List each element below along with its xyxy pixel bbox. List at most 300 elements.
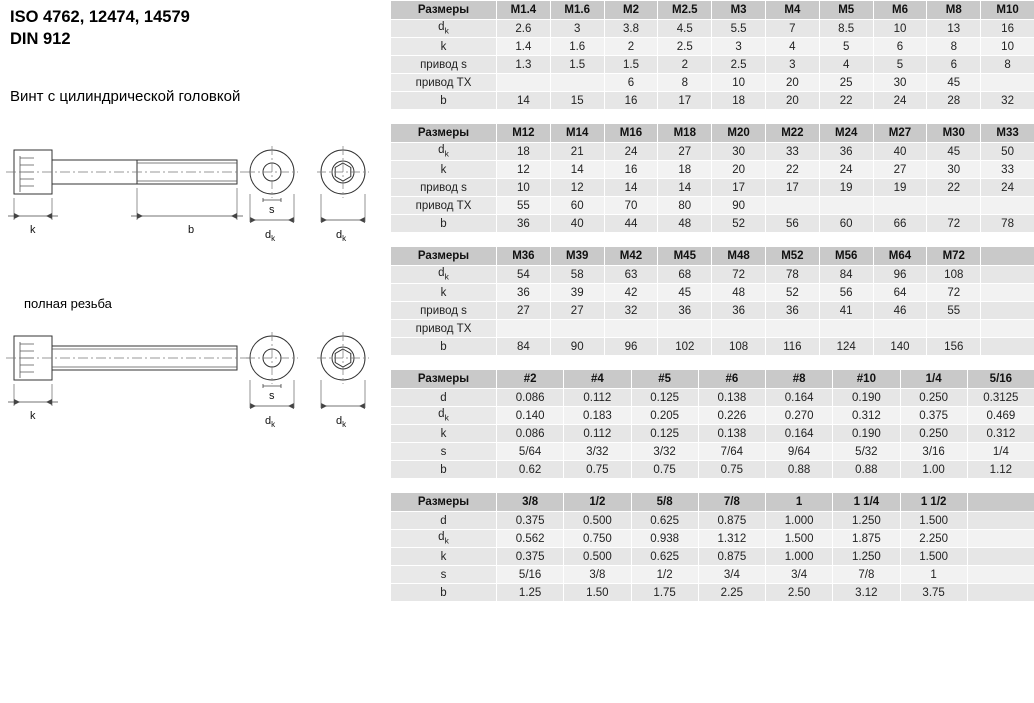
table-header-size: 1 1/4: [833, 493, 900, 512]
table-header-size: M36: [497, 247, 551, 266]
table-cell: 15: [550, 92, 604, 110]
table-row: [391, 338, 1034, 356]
table-cell: 24: [873, 92, 927, 110]
table-cell: 52: [765, 284, 819, 302]
table-cell: [873, 320, 927, 338]
table-header-size: M39: [550, 247, 604, 266]
table-cell: 40: [550, 215, 604, 233]
table-cell: 16: [604, 92, 658, 110]
table-cell: 0.270: [766, 407, 833, 425]
table-cell: 1.5: [604, 56, 658, 74]
table-row-label: привод TX: [391, 197, 497, 215]
table-cell: 12: [550, 179, 604, 197]
table-cell: 90: [712, 197, 766, 215]
table-cell: 7: [765, 20, 819, 38]
table-row: [391, 161, 1034, 179]
table-header-size: M20: [712, 124, 766, 143]
table-header-size: M33: [981, 124, 1034, 143]
dimension-table: [390, 0, 1034, 110]
page-title-line-2: DIN 912: [10, 30, 71, 49]
table-cell: 3.12: [833, 584, 900, 602]
table-row: [391, 197, 1034, 215]
table-cell: 1.25: [497, 584, 564, 602]
table-row-label: k: [391, 161, 497, 179]
table-cell: 0.138: [698, 425, 765, 443]
table-cell: [550, 74, 604, 92]
table-row-label: k: [391, 284, 497, 302]
table-cell: 0.205: [631, 407, 698, 425]
table-cell: 60: [819, 215, 873, 233]
table-cell: 36: [658, 302, 712, 320]
table-cell: 0.562: [497, 530, 564, 548]
table-cell: 3.8: [604, 20, 658, 38]
table-cell: 3/32: [564, 443, 631, 461]
table-row: [391, 266, 1034, 284]
table-header-dimensions: Размеры: [391, 247, 497, 266]
table-header-size: M3: [712, 1, 766, 20]
table-cell: 39: [550, 284, 604, 302]
table-cell: 0.164: [766, 389, 833, 407]
table-header-size: M18: [658, 124, 712, 143]
table-header-size: M42: [604, 247, 658, 266]
table-cell: 0.375: [497, 548, 564, 566]
table-cell: 3: [765, 56, 819, 74]
table-cell: 0.312: [833, 407, 900, 425]
table-cell: 30: [927, 161, 981, 179]
table-cell: 5/16: [497, 566, 564, 584]
table-cell: 4: [819, 56, 873, 74]
dimension-table-block: [390, 123, 1034, 233]
table-cell: 24: [819, 161, 873, 179]
table-cell: 16: [604, 161, 658, 179]
table-cell: 0.938: [631, 530, 698, 548]
table-cell: 0.75: [698, 461, 765, 479]
table-row: [391, 566, 1034, 584]
table-cell: 45: [658, 284, 712, 302]
table-header-size: M6: [873, 1, 927, 20]
table-row: [391, 92, 1034, 110]
table-cell: 27: [550, 302, 604, 320]
table-cell: 60: [550, 197, 604, 215]
table-header-size: M14: [550, 124, 604, 143]
table-cell: 1.6: [550, 38, 604, 56]
table-cell: [967, 530, 1034, 548]
table-header-size: M24: [819, 124, 873, 143]
table-cell: 1.00: [900, 461, 967, 479]
table-cell: 10: [873, 20, 927, 38]
svg-text:b: b: [188, 224, 195, 236]
table-header-size: 5/8: [631, 493, 698, 512]
table-cell: 56: [765, 215, 819, 233]
table-cell: 36: [765, 302, 819, 320]
table-cell: 2.50: [766, 584, 833, 602]
table-row-label: d: [391, 512, 497, 530]
table-cell: [497, 74, 551, 92]
table-row: [391, 74, 1034, 92]
table-cell: 8: [927, 38, 981, 56]
table-row-label: $d_k$: [391, 143, 497, 161]
table-cell: 0.625: [631, 512, 698, 530]
table-cell: 70: [604, 197, 658, 215]
table-cell: 0.375: [497, 512, 564, 530]
table-cell: 6: [604, 74, 658, 92]
table-cell: 78: [765, 266, 819, 284]
table-cell: 6: [873, 38, 927, 56]
table-header-row: [391, 124, 1034, 143]
table-cell: 1.500: [900, 512, 967, 530]
table-header-size: [981, 247, 1034, 266]
table-cell: 156: [927, 338, 981, 356]
table-cell: 24: [604, 143, 658, 161]
table-row: [391, 407, 1034, 425]
screw-drawing-partial-thread: [0, 132, 390, 272]
table-cell: [981, 320, 1034, 338]
table-cell: 1.000: [766, 548, 833, 566]
table-cell: 90: [550, 338, 604, 356]
table-cell: 1.500: [766, 530, 833, 548]
table-cell: [967, 512, 1034, 530]
table-row: [391, 320, 1034, 338]
table-header-size: M2: [604, 1, 658, 20]
table-cell: 0.750: [564, 530, 631, 548]
table-cell: [604, 320, 658, 338]
table-cell: 21: [550, 143, 604, 161]
table-row-label: $d_k$: [391, 266, 497, 284]
table-cell: 0.086: [497, 389, 564, 407]
table-header-size: M1.6: [550, 1, 604, 20]
table-header-size: M16: [604, 124, 658, 143]
table-cell: [981, 338, 1034, 356]
table-row-label: s: [391, 566, 497, 584]
table-cell: 78: [981, 215, 1034, 233]
table-cell: 10: [981, 38, 1034, 56]
table-header-size: #8: [766, 370, 833, 389]
table-cell: 84: [819, 266, 873, 284]
table-cell: 1.75: [631, 584, 698, 602]
table-cell: 8: [981, 56, 1034, 74]
table-cell: 3/32: [631, 443, 698, 461]
table-header-size: 3/8: [497, 493, 564, 512]
table-cell: 116: [765, 338, 819, 356]
table-cell: 0.138: [698, 389, 765, 407]
table-cell: [927, 320, 981, 338]
svg-text:s: s: [269, 204, 275, 216]
table-cell: 17: [765, 179, 819, 197]
table-cell: 108: [927, 266, 981, 284]
table-cell: 0.190: [833, 389, 900, 407]
table-cell: 33: [765, 143, 819, 161]
table-cell: 3: [712, 38, 766, 56]
svg-text:dk: $d_k$: [336, 229, 347, 243]
table-cell: [819, 320, 873, 338]
table-cell: 0.190: [833, 425, 900, 443]
table-header-size: M52: [765, 247, 819, 266]
table-header-size: M2.5: [658, 1, 712, 20]
table-row: [391, 179, 1034, 197]
table-row-label: привод s: [391, 56, 497, 74]
table-row: [391, 425, 1034, 443]
table-cell: 7/8: [833, 566, 900, 584]
table-row-label: $d_k$: [391, 20, 497, 38]
table-cell: 0.75: [564, 461, 631, 479]
table-header-size: 1/4: [900, 370, 967, 389]
table-cell: 1/4: [967, 443, 1034, 461]
table-row-label: k: [391, 548, 497, 566]
table-cell: [712, 320, 766, 338]
table-cell: 9/64: [766, 443, 833, 461]
table-cell: 1: [900, 566, 967, 584]
table-cell: 2.250: [900, 530, 967, 548]
table-cell: 32: [604, 302, 658, 320]
table-row-label: k: [391, 425, 497, 443]
table-cell: 0.62: [497, 461, 564, 479]
svg-text:dk: $d_k$: [265, 229, 276, 243]
table-cell: 30: [873, 74, 927, 92]
table-header-size: 1/2: [564, 493, 631, 512]
table-cell: 17: [712, 179, 766, 197]
table-header-size: 7/8: [698, 493, 765, 512]
table-row: [391, 143, 1034, 161]
table-cell: 0.312: [967, 425, 1034, 443]
table-row-label: b: [391, 338, 497, 356]
table-cell: 36: [712, 302, 766, 320]
table-cell: 0.500: [564, 512, 631, 530]
table-cell: 0.88: [833, 461, 900, 479]
table-cell: [981, 74, 1034, 92]
table-cell: 40: [873, 143, 927, 161]
table-cell: 55: [927, 302, 981, 320]
table-cell: 8.5: [819, 20, 873, 38]
table-cell: 5: [873, 56, 927, 74]
table-cell: 52: [712, 215, 766, 233]
table-row-label: привод s: [391, 302, 497, 320]
table-cell: 0.226: [698, 407, 765, 425]
dimension-table-block: [390, 246, 1034, 356]
table-row-label: $d_k$: [391, 407, 497, 425]
table-cell: [967, 566, 1034, 584]
table-header-size: M5: [819, 1, 873, 20]
page-subtitle: Винт с цилиндрической головкой: [10, 88, 241, 105]
table-row-label: привод TX: [391, 74, 497, 92]
table-cell: 14: [550, 161, 604, 179]
table-cell: 1.250: [833, 548, 900, 566]
svg-text:dk: $d_k$: [265, 415, 276, 429]
screw-drawing-full-thread: [0, 318, 390, 448]
table-cell: 36: [497, 284, 551, 302]
table-cell: 12: [497, 161, 551, 179]
table-cell: 0.875: [698, 512, 765, 530]
table-cell: 68: [658, 266, 712, 284]
table-cell: 0.125: [631, 389, 698, 407]
table-cell: 19: [819, 179, 873, 197]
table-row-label: b: [391, 461, 497, 479]
table-row: [391, 548, 1034, 566]
table-cell: 0.250: [900, 389, 967, 407]
table-cell: 2: [604, 38, 658, 56]
dimension-table-block: [390, 492, 1034, 602]
table-cell: 63: [604, 266, 658, 284]
table-header-size: #6: [698, 370, 765, 389]
table-cell: 1.875: [833, 530, 900, 548]
page-title: [10, 6, 380, 51]
table-row: [391, 215, 1034, 233]
table-cell: 28: [927, 92, 981, 110]
table-row-label: $d_k$: [391, 530, 497, 548]
table-cell: 10: [712, 74, 766, 92]
table-header-size: M56: [819, 247, 873, 266]
table-header-row: [391, 1, 1034, 20]
table-row: [391, 389, 1034, 407]
table-cell: 4.5: [658, 20, 712, 38]
table-cell: 72: [927, 215, 981, 233]
table-cell: 1.312: [698, 530, 765, 548]
table-cell: 3/4: [766, 566, 833, 584]
table-row-label: привод s: [391, 179, 497, 197]
table-cell: 24: [981, 179, 1034, 197]
table-cell: 0.500: [564, 548, 631, 566]
table-cell: 50: [981, 143, 1034, 161]
table-header-size: M10: [981, 1, 1034, 20]
table-header-size: #2: [497, 370, 564, 389]
table-cell: 14: [658, 179, 712, 197]
table-cell: 6: [927, 56, 981, 74]
table-cell: 27: [873, 161, 927, 179]
table-row-label: s: [391, 443, 497, 461]
table-cell: [981, 284, 1034, 302]
table-cell: [873, 197, 927, 215]
table-cell: 80: [658, 197, 712, 215]
table-cell: [981, 266, 1034, 284]
screw-drawing-partial-thread-svg: [0, 132, 390, 272]
table-cell: 30: [712, 143, 766, 161]
table-cell: [981, 302, 1034, 320]
table-header-size: #10: [833, 370, 900, 389]
table-header-size: 1: [766, 493, 833, 512]
table-header-size: 1 1/2: [900, 493, 967, 512]
table-cell: [765, 197, 819, 215]
table-cell: [967, 584, 1034, 602]
table-cell: 17: [658, 92, 712, 110]
table-cell: 5: [819, 38, 873, 56]
table-header-size: M72: [927, 247, 981, 266]
table-header-row: [391, 247, 1034, 266]
table-header-row: [391, 493, 1034, 512]
table-cell: 1.500: [900, 548, 967, 566]
table-cell: 58: [550, 266, 604, 284]
table-cell: 0.625: [631, 548, 698, 566]
table-cell: 3/16: [900, 443, 967, 461]
table-cell: 0.112: [564, 389, 631, 407]
dimension-table-block: [390, 0, 1034, 110]
svg-text:k: k: [30, 410, 36, 422]
table-cell: 41: [819, 302, 873, 320]
table-cell: 3.75: [900, 584, 967, 602]
table-cell: 64: [873, 284, 927, 302]
table-cell: 16: [981, 20, 1034, 38]
dimension-table: [390, 369, 1034, 479]
table-cell: 56: [819, 284, 873, 302]
table-cell: 72: [712, 266, 766, 284]
table-header-size: M22: [765, 124, 819, 143]
table-cell: 48: [712, 284, 766, 302]
table-cell: 2.5: [712, 56, 766, 74]
table-cell: 27: [658, 143, 712, 161]
table-cell: 45: [927, 74, 981, 92]
table-cell: 0.250: [900, 425, 967, 443]
table-cell: 124: [819, 338, 873, 356]
table-header-row: [391, 370, 1034, 389]
table-cell: [765, 320, 819, 338]
table-cell: 20: [712, 161, 766, 179]
table-cell: 0.112: [564, 425, 631, 443]
table-cell: 5.5: [712, 20, 766, 38]
table-cell: 0.164: [766, 425, 833, 443]
table-cell: 36: [497, 215, 551, 233]
table-header-size: M4: [765, 1, 819, 20]
table-cell: [550, 320, 604, 338]
dimension-tables: [390, 0, 1034, 615]
table-cell: 2.6: [497, 20, 551, 38]
table-header-size: [967, 493, 1034, 512]
table-cell: 1.50: [564, 584, 631, 602]
table-cell: 66: [873, 215, 927, 233]
table-header-size: M45: [658, 247, 712, 266]
table-header-size: M48: [712, 247, 766, 266]
table-cell: 5/64: [497, 443, 564, 461]
svg-text:s: s: [269, 390, 275, 402]
table-header-size: #5: [631, 370, 698, 389]
table-row: [391, 461, 1034, 479]
table-cell: [981, 197, 1034, 215]
dimension-table: [390, 123, 1034, 233]
table-cell: 0.086: [497, 425, 564, 443]
table-row-label: b: [391, 215, 497, 233]
table-cell: 84: [497, 338, 551, 356]
table-cell: 72: [927, 284, 981, 302]
table-row: [391, 302, 1034, 320]
table-row-label: d: [391, 389, 497, 407]
left-column: [0, 0, 390, 703]
table-cell: 3/4: [698, 566, 765, 584]
table-cell: 32: [981, 92, 1034, 110]
table-cell: 27: [497, 302, 551, 320]
table-cell: 0.469: [967, 407, 1034, 425]
table-header-size: #4: [564, 370, 631, 389]
table-cell: [927, 197, 981, 215]
table-cell: 7/64: [698, 443, 765, 461]
table-cell: 0.375: [900, 407, 967, 425]
full-thread-caption: полная резьба: [24, 296, 112, 311]
table-cell: 19: [873, 179, 927, 197]
table-cell: 2.5: [658, 38, 712, 56]
table-cell: 2.25: [698, 584, 765, 602]
table-cell: 96: [604, 338, 658, 356]
table-cell: 96: [873, 266, 927, 284]
table-row: [391, 20, 1034, 38]
table-cell: 1.12: [967, 461, 1034, 479]
table-header-size: M64: [873, 247, 927, 266]
table-header-dimensions: Размеры: [391, 1, 497, 20]
table-cell: 20: [765, 92, 819, 110]
table-cell: 44: [604, 215, 658, 233]
table-cell: 22: [819, 92, 873, 110]
table-cell: [658, 320, 712, 338]
table-row: [391, 56, 1034, 74]
table-cell: 14: [497, 92, 551, 110]
table-cell: 54: [497, 266, 551, 284]
table-cell: 4: [765, 38, 819, 56]
dimension-table: [390, 246, 1034, 356]
